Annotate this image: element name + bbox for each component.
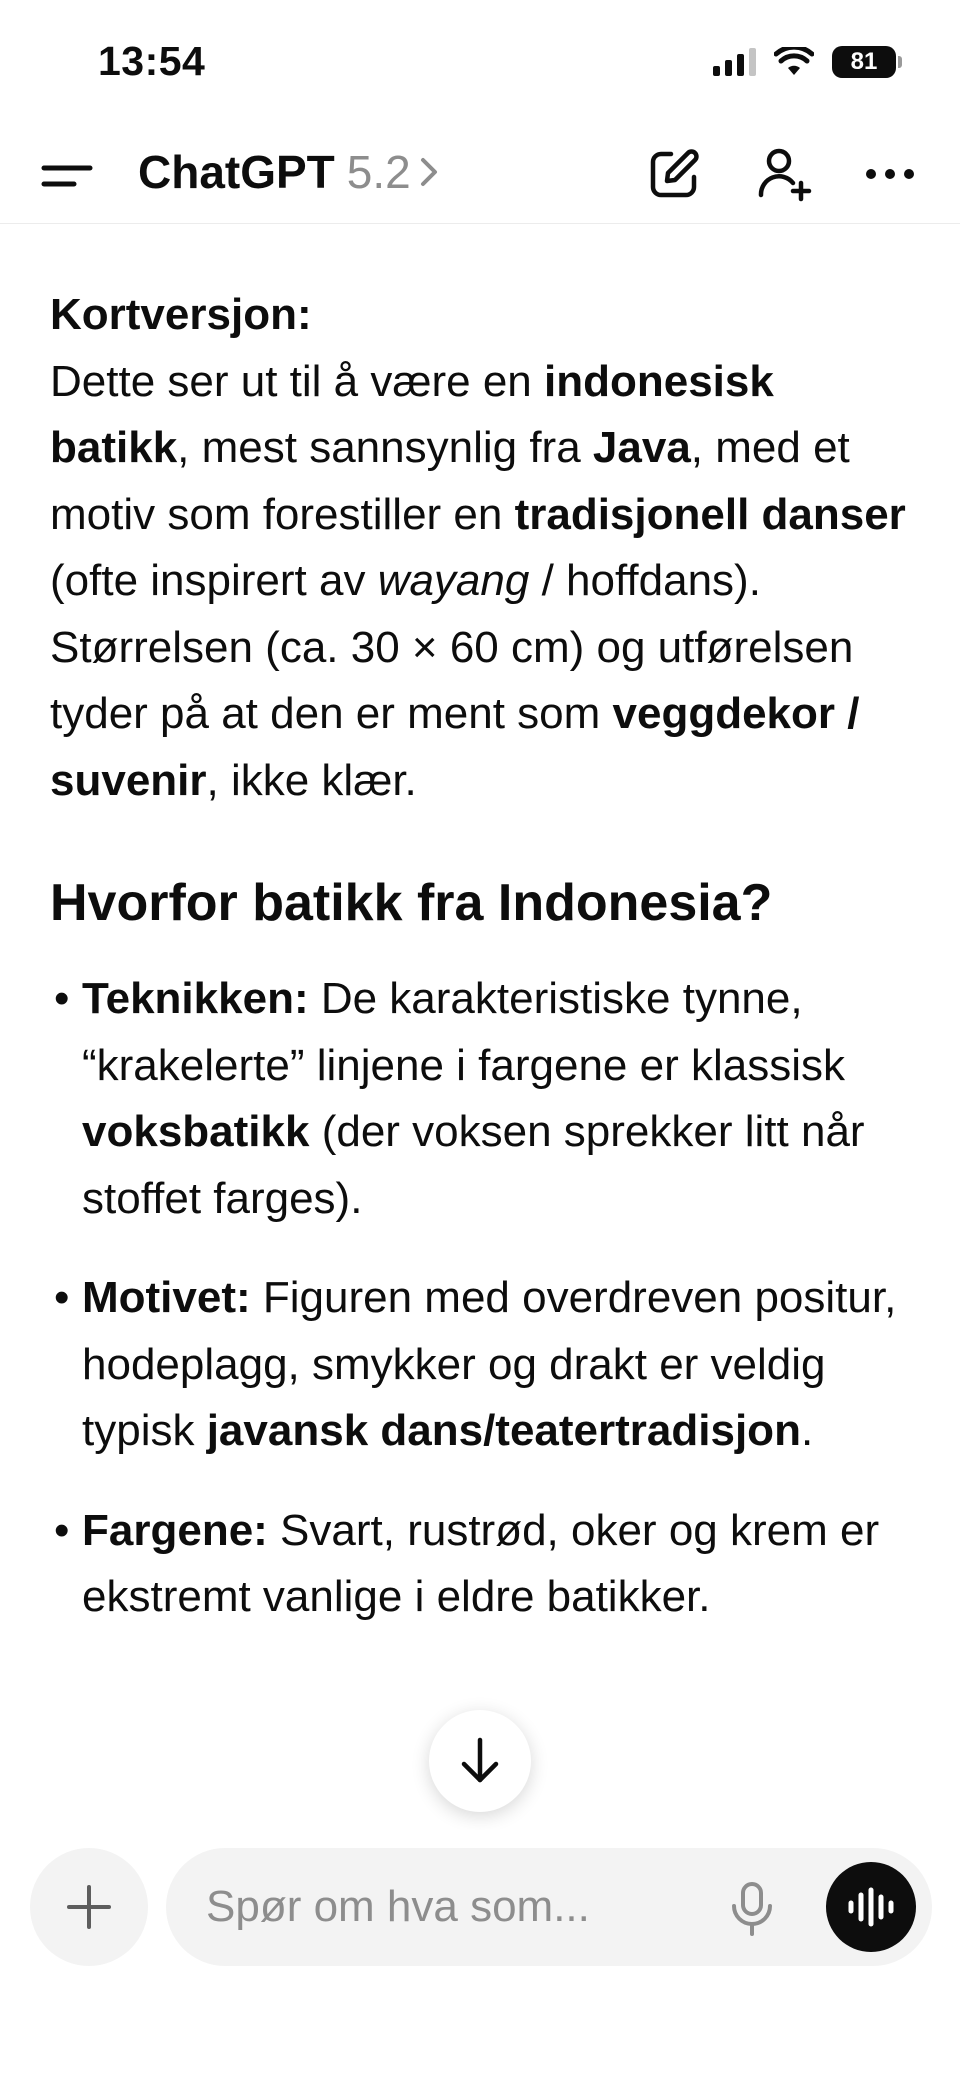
list-item: [50, 1265, 918, 1465]
attach-button[interactable]: [30, 1848, 148, 1966]
composer: [0, 1830, 960, 2078]
bold-run: tradisjonell danser: [514, 489, 906, 539]
status-time: 13:54: [98, 38, 206, 84]
message-input-placeholder: Spør om hva som...: [206, 1882, 590, 1931]
text-run: , mest sannsynlig fra: [177, 423, 593, 472]
cellular-signal-icon: [713, 48, 756, 76]
text-run: / hoffdans). Størrelsen (ca. 30 × 60 cm) og utførelsen tyder på at den er ment som: [50, 556, 854, 738]
more-options-button[interactable]: [860, 144, 920, 204]
plus-icon: [65, 1883, 113, 1931]
bullet-list: [50, 966, 918, 1631]
list-item: [50, 1498, 918, 1631]
intro-paragraph: [50, 282, 918, 814]
new-chat-button[interactable]: [644, 144, 704, 204]
text-run: Figuren med overdreven positur, hodeplagg, smykker og drakt er veldig typisk: [82, 1273, 897, 1455]
chevron-right-icon: [417, 152, 441, 192]
status-bar: [0, 0, 960, 120]
waveform-icon: [845, 1887, 897, 1927]
bold-run: indonesisk batikk: [50, 356, 774, 472]
bold-run: veggdekor / suvenir: [50, 689, 860, 805]
bold-run: javansk dans/teatertradisjon: [206, 1406, 801, 1455]
bold-run: Java: [592, 423, 691, 472]
voice-mode-button[interactable]: [826, 1862, 916, 1952]
assistant-message: [50, 282, 918, 1664]
text-run: (ofte inspirert av: [50, 556, 378, 605]
battery-level: 81: [850, 48, 878, 75]
text-run: Svart, rustrød, oker og krem er ekstremt vanlige i eldre batikker.: [82, 1505, 880, 1621]
list-item: [50, 966, 918, 1232]
model-selector[interactable]: [138, 144, 441, 200]
add-user-icon: [755, 145, 813, 203]
bullet-label: Fargene:: [82, 1505, 268, 1555]
text-run: Dette ser ut til å være en: [50, 356, 544, 406]
app-title: ChatGPT: [138, 146, 335, 198]
wifi-icon: [774, 47, 814, 77]
text-run: , ikke klær.: [206, 755, 417, 805]
bullet-label: Motivet:: [82, 1273, 251, 1322]
section-heading: Hvorfor batikk fra Indonesia?: [50, 874, 773, 932]
edit-icon: [647, 147, 701, 201]
text-run: , med et motiv som forestiller en: [50, 423, 850, 539]
italic-run: wayang: [377, 556, 530, 605]
menu-icon[interactable]: [40, 156, 96, 196]
more-icon: [865, 168, 915, 180]
model-version: 5.2: [346, 146, 411, 198]
intro-heading: Kortversjon:: [50, 290, 312, 339]
scroll-down-button[interactable]: [429, 1710, 531, 1812]
message-input[interactable]: [166, 1848, 932, 1966]
text-run: (der voksen sprekker litt når stoffet farges).: [82, 1107, 865, 1223]
microphone-icon[interactable]: [722, 1878, 782, 1938]
add-people-button[interactable]: [754, 144, 814, 204]
text-run: De karakteristiske tynne, “krakelerte” linjene i fargene er klassisk: [82, 974, 845, 1090]
arrow-down-icon: [458, 1736, 502, 1786]
bold-run: voksbatikk: [82, 1107, 310, 1156]
text-run: .: [800, 1406, 814, 1455]
status-icons: [713, 46, 896, 78]
battery-icon: [832, 46, 896, 78]
app-header: [0, 120, 960, 224]
bullet-label: Teknikken:: [82, 974, 309, 1023]
